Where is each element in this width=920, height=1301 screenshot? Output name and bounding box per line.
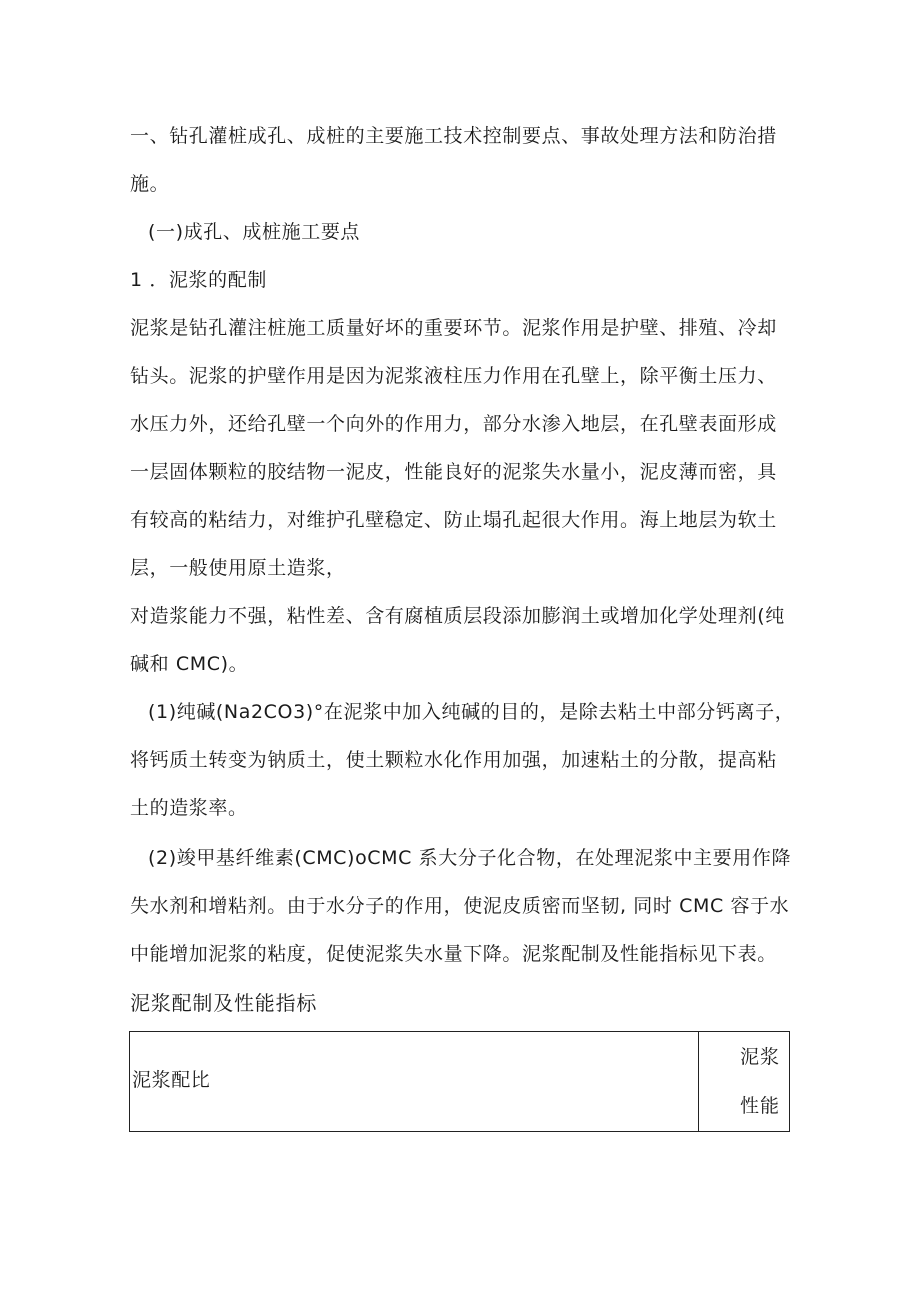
heading-line-1: 一、钻孔灌桩成孔、成桩的主要施工技术控制要点、事故处理方法和防治措 (130, 125, 777, 147)
table-cell-performance-line-2: 性能 (740, 1095, 781, 1117)
paragraph4-line-2: 失水剂和增粘剂。由于水分子的作用，使泥皮质密而坚韧, 同时 CMC 容于水 (130, 895, 790, 917)
subheading: (一)成孔、成桩施工要点 (148, 221, 361, 243)
paragraph1-line-4: 一层固体颗粒的胶结物一泥皮，性能良好的泥浆失水量小，泥皮薄而密，具 (130, 461, 777, 483)
paragraph1-line-1: 泥浆是钻孔灌注桩施工质量好坏的重要环节。泥浆作用是护壁、排殖、冷却 (130, 317, 777, 339)
table-caption: 泥浆配制及性能指标 (130, 991, 318, 1015)
paragraph3-line-1: (1)纯碱(Na2CO3)°在泥浆中加入纯碱的目的，是除去粘土中部分钙离子， (148, 701, 795, 723)
table-cell-performance-line-1: 泥浆 (740, 1046, 781, 1068)
paragraph1-line-6: 层，一般使用原土造浆， (130, 557, 346, 579)
paragraph4-line-1: (2)竣甲基纤维素(CMC)oCMC 系大分子化合物，在处理泥浆中主要用作降 (148, 847, 792, 869)
paragraph3-line-2: 将钙质土转变为钠质土，使土颗粒水化作用加强，加速粘土的分散，提高粘 (130, 749, 777, 771)
paragraph1-line-2: 钻头。泥浆的护壁作用是因为泥浆液柱压力作用在孔壁上，除平衡土压力、 (130, 365, 777, 387)
paragraph4-line-3: 中能增加泥浆的粘度，促使泥浆失水量下降。泥浆配制及性能指标见下表。 (130, 943, 777, 965)
mud-table (129, 1031, 790, 1132)
paragraph1-line-5: 有较高的粘结力，对维护孔壁稳定、防止塌孔起很大作用。海上地层为软土 (130, 509, 777, 531)
heading-line-2: 施。 (130, 173, 170, 195)
section-title: 1 ．泥浆的配制 (130, 269, 267, 291)
table-column-divider (698, 1032, 699, 1131)
paragraph2-line-1: 对造浆能力不强，粘性差、含有腐植质层段添加膨润土或增加化学处理剂(纯 (130, 605, 785, 627)
table-cell-mix-ratio: 泥浆配比 (132, 1069, 211, 1091)
paragraph1-line-3: 水压力外，还给孔壁一个向外的作用力，部分水渗入地层，在孔壁表面形成 (130, 413, 777, 435)
paragraph3-line-3: 土的造浆率。 (130, 797, 248, 819)
paragraph2-line-2: 碱和 CMC)。 (130, 653, 249, 675)
